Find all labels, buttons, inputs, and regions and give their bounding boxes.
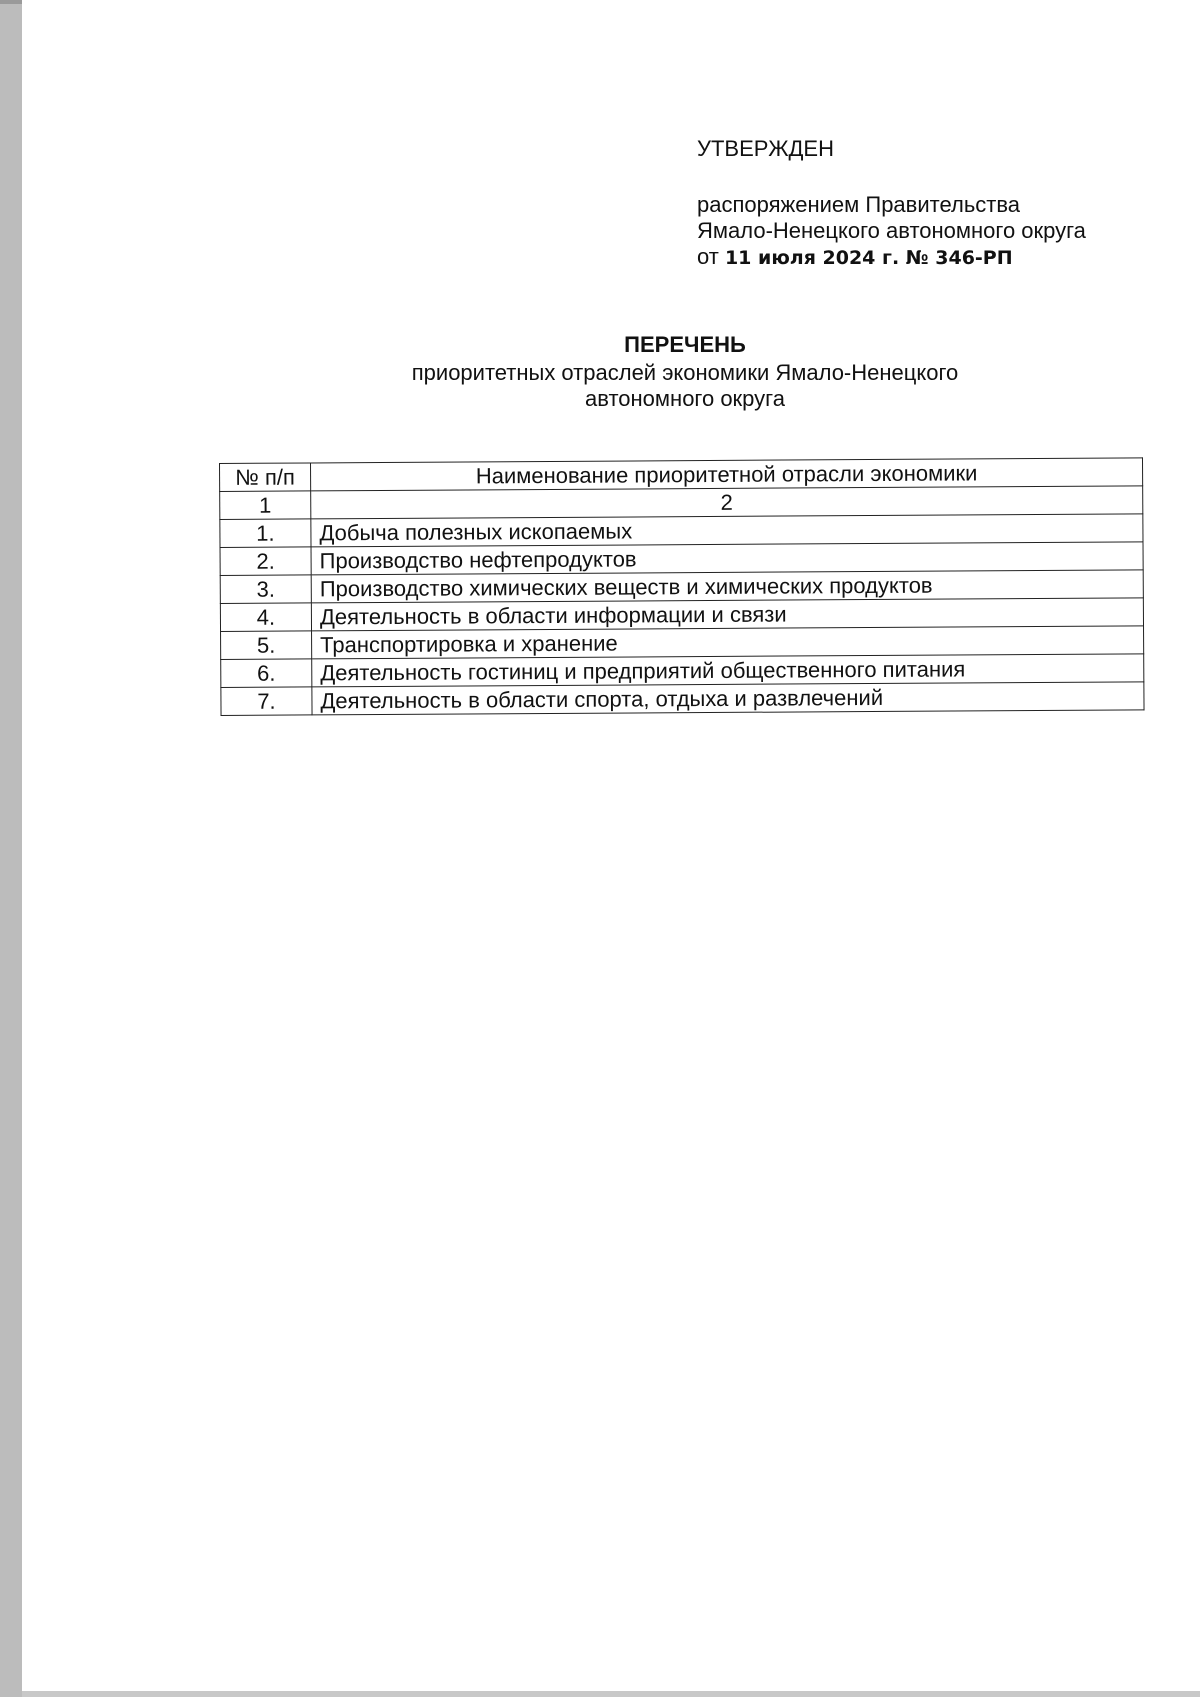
row-number: 4. [220, 603, 311, 632]
row-sector-name: Производство нефтепродуктов [311, 542, 1143, 575]
priority-sectors-table [219, 457, 1145, 716]
row-sector-name: Транспортировка и хранение [312, 626, 1144, 659]
scan-border-bottom [22, 1691, 1200, 1697]
row-sector-name: Деятельность в области информации и связи [311, 598, 1143, 631]
approval-line-1: распоряжением Правительства [697, 192, 1021, 217]
scan-border-left [0, 0, 22, 1697]
title-subtitle-line-1: приоритетных отраслей экономики Ямало-Ненецкого [411, 360, 959, 385]
row-number: 3. [220, 575, 311, 604]
document-title [222, 332, 1148, 412]
row-number: 5. [221, 631, 312, 660]
approval-line-2: Ямало-Ненецкого автономного округа [697, 218, 1086, 243]
approval-date-line [697, 244, 1177, 271]
row-number: 7. [221, 687, 312, 716]
row-number: 6. [221, 659, 312, 688]
approval-date-value: 11 июля 2024 г. № 346-РП [724, 247, 1013, 269]
row-sector-name: Деятельность гостиниц и предприятий общественного питания [312, 654, 1144, 687]
header-sector-name: Наименование приоритетной отрасли экономики [311, 458, 1143, 491]
row-number: 2. [220, 547, 311, 576]
row-sector-name: Деятельность в области спорта, отдыха и развлечений [312, 682, 1144, 715]
row-sector-name: Производство химических веществ и химических продуктов [311, 570, 1143, 603]
column-number-1: 1 [220, 491, 311, 520]
approval-stamp: УТВЕРЖДЕН [697, 136, 834, 161]
approval-block [697, 136, 1177, 271]
column-number-2: 2 [311, 486, 1143, 519]
document-page [22, 0, 1200, 1691]
table-row [221, 682, 1144, 716]
title-subtitle-line-2: автономного округа [585, 386, 785, 411]
row-sector-name: Добыча полезных ископаемых [311, 514, 1143, 547]
header-number: № п/п [220, 463, 311, 492]
approval-date-prefix: от [697, 244, 719, 269]
row-number: 1. [220, 519, 311, 548]
title-heading: ПЕРЕЧЕНЬ [624, 332, 746, 357]
